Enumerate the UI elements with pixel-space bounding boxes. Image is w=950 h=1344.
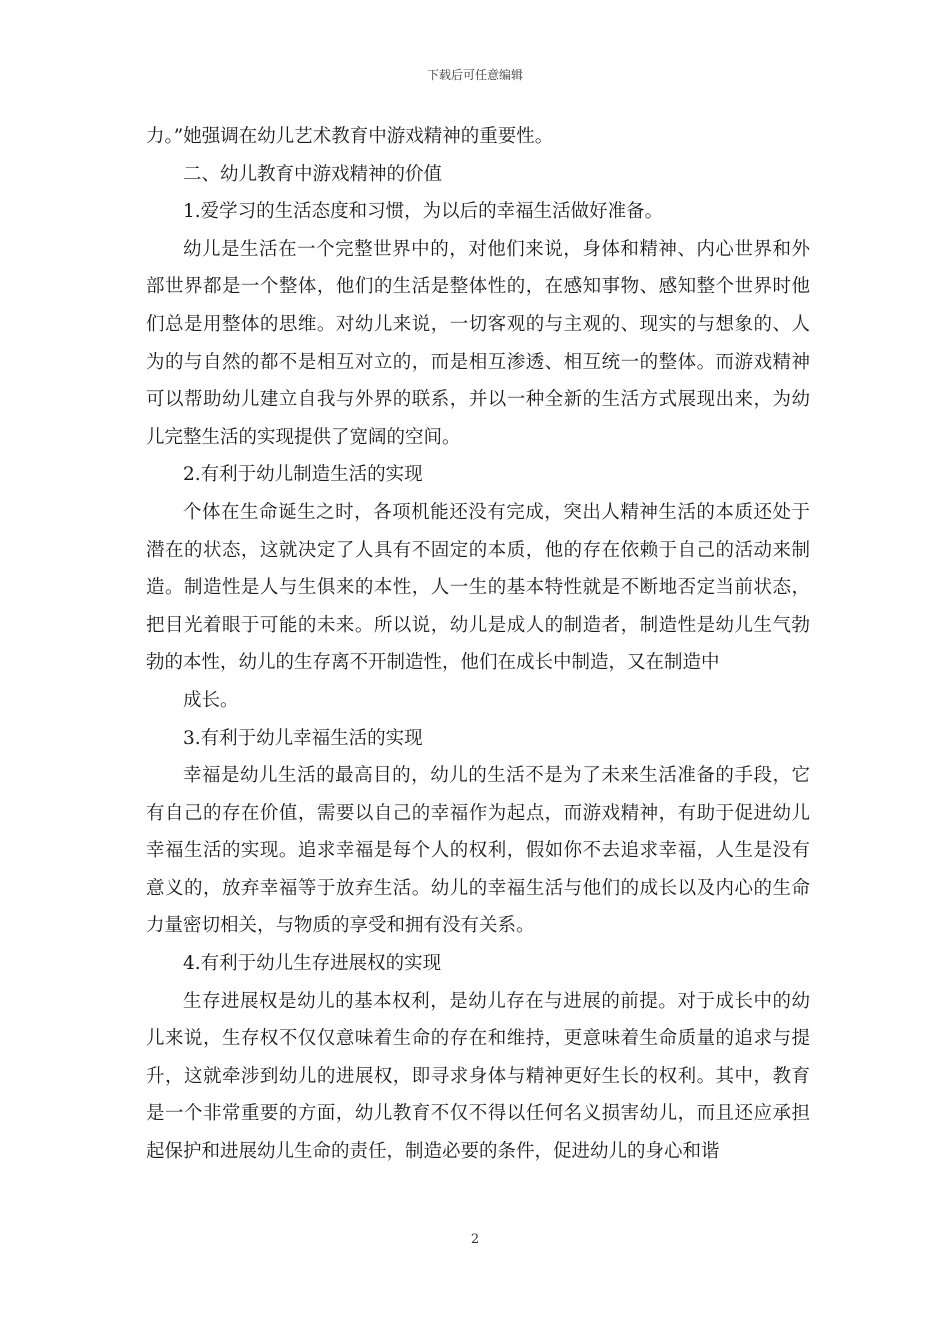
document-body bbox=[146, 118, 810, 1171]
paragraph-2: 个体在生命诞生之时，各项机能还没有完成，突出人精神生活的本质还处于潜在的状态，这就决定了人具有不固定的本质，他的存在依赖于自己的活动来制造。制造性是人与生俱来的本性，人一生的基本特性就是不断地否定当前状态，把目光着眼于可能的未来。所以说，幼儿是成人的制造者，制造性是幼儿生气勃勃的本性，幼儿的生存离不开制造性，他们在成长中制造，又在制造中 bbox=[146, 501, 810, 674]
page-header: 下载后可任意编辑 bbox=[426, 68, 523, 82]
paragraph-1: 幼儿是生活在一个完整世界中的，对他们来说，身体和精神、内心世界和外部世界都是一个整体，他们的生活是整体性的，在感知事物、感知整个世界时他们总是用整体的思维。对幼儿来说，一切客观的与主观的、现实的与想象的、人为的与自然的都不是相互对立的，而是相互渗透、相互统一的整体。而游戏精神可以帮助幼儿建立自我与外界的联系，并以一种全新的生活方式展现出来，为幼儿完整生活的实现提供了宽阔的空间。 bbox=[146, 238, 810, 448]
paragraph-4: 生存进展权是幼儿的基本权利，是幼儿存在与进展的前提。对于成长中的幼儿来说，生存权不仅仅意味着生命的存在和维持，更意味着生命质量的追求与提升，这就牵涉到幼儿的进展权，即寻求身体与精神更好生长的权利。其中，教育是一个非常重要的方面，幼儿教育不仅不得以任何名义损害幼儿，而且还应承担起保护和进展幼儿生命的责任，制造必要的条件，促进幼儿的身心和谐 bbox=[146, 990, 810, 1163]
subsection-heading-1: 1.爱学习的生活态度和习惯，为以后的幸福生活做好准备。 bbox=[183, 201, 664, 223]
paragraph-continuation: 力。”她强调在幼儿艺术教育中游戏精神的重要性。 bbox=[146, 126, 554, 147]
subsection-heading-2: 2.有利于幼儿制造生活的实现 bbox=[183, 464, 423, 486]
paragraph-2-tail: 成长。 bbox=[183, 689, 239, 711]
section-heading: 二、幼儿教育中游戏精神的价值 bbox=[183, 163, 443, 185]
page-number: 2 bbox=[470, 1232, 480, 1247]
subsection-heading-4: 4.有利于幼儿生存进展权的实现 bbox=[183, 953, 442, 975]
subsection-heading-3: 3.有利于幼儿幸福生活的实现 bbox=[183, 727, 423, 749]
paragraph-3: 幸福是幼儿生活的最高目的，幼儿的生活不是为了未来生活准备的手段，它有自己的存在价值，需要以自己的幸福作为起点，而游戏精神，有助于促进幼儿幸福生活的实现。追求幸福是每个人的权利，假如你不去追求幸福，人生是没有意义的，放弃幸福等于放弃生活。幼儿的幸福生活与他们的成长以及内心的生命力量密切相关，与物质的享受和拥有没有关系。 bbox=[146, 765, 810, 937]
